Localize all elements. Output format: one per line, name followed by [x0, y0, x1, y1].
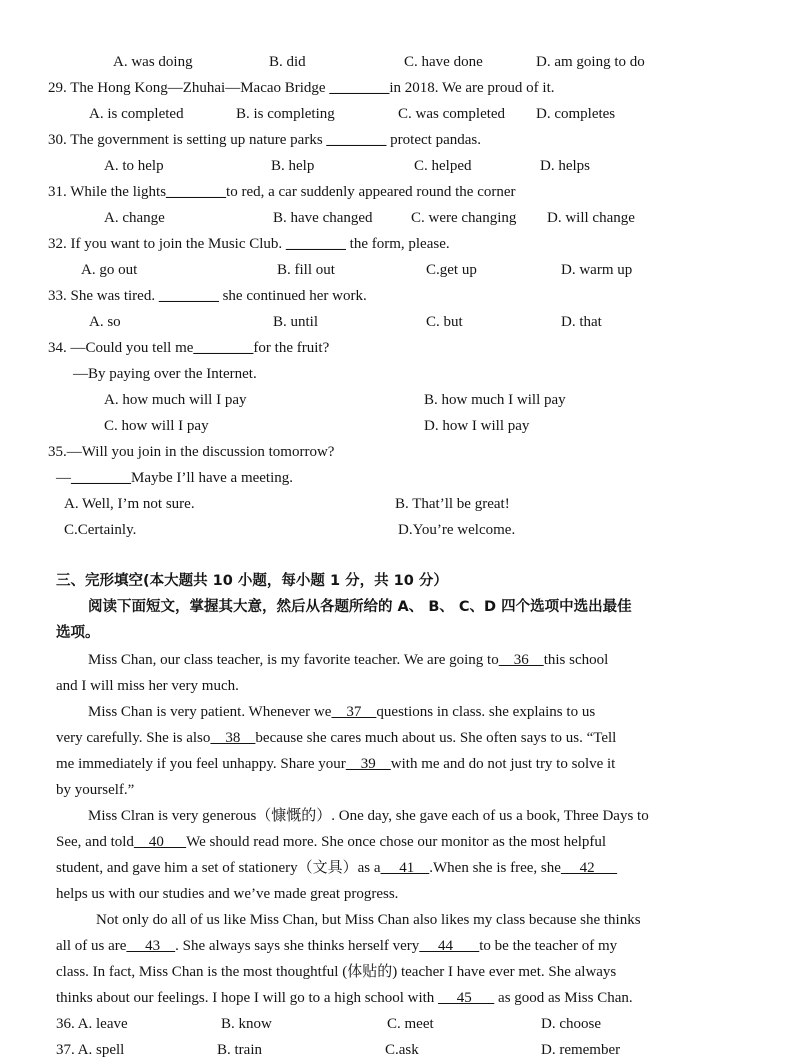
- q35-option-a: A. Well, I’m not sure.: [64, 496, 195, 512]
- q35-option-c: C.Certainly.: [64, 522, 137, 538]
- q35-option-d: D.You’re welcome.: [398, 522, 516, 538]
- q28-option-a: A. was doing: [113, 54, 193, 70]
- q33-option-b: B. until: [273, 314, 319, 330]
- passage-line: class. In fact, Miss Chan is the most thoughtful (体贴的) teacher I have ever met. She always: [56, 964, 617, 980]
- q29-option-a: A. is completed: [89, 106, 184, 122]
- passage-line: very carefully. She is also 38 because she cares much about us. She often says to us. “Tell: [56, 730, 617, 746]
- q31-blank: ________: [166, 184, 227, 200]
- q37-option-b: B. train: [217, 1042, 262, 1058]
- q29-option-c: C. was completed: [398, 106, 506, 122]
- q30-option-b: B. help: [271, 158, 315, 174]
- q32-option-c: C.get up: [426, 262, 477, 278]
- q35-blank: ________: [71, 470, 131, 486]
- passage-line: by yourself.”: [56, 782, 135, 798]
- blank-39: 39: [345, 756, 391, 772]
- q34-stem: 34. —Could you tell me________for the fruit?: [48, 340, 330, 356]
- blank-42: 42: [560, 860, 618, 876]
- q29-option-b: B. is completing: [236, 106, 335, 122]
- q32-option-b: B. fill out: [277, 262, 335, 278]
- blank-38: 38: [210, 730, 256, 746]
- q36-option-a: 36. A. leave: [56, 1016, 128, 1032]
- passage-line: Miss Chan is very patient. Whenever we 37 questions in class. she explains to us: [88, 704, 596, 720]
- q29-option-d: D. completes: [536, 106, 616, 122]
- q32-option-a: A. go out: [81, 262, 138, 278]
- q30-blank: ________: [326, 132, 387, 148]
- q34-option-d: D. how I will pay: [424, 418, 530, 434]
- q37-option-d: D. remember: [541, 1042, 621, 1058]
- blank-45: 45: [438, 990, 495, 1006]
- passage-line: See, and told 40 We should read more. She once chose our monitor as the most helpful: [56, 834, 607, 850]
- passage-line: Miss Clran is very generous（慷慨的）. One day, she gave each of us a book, Three Days to: [88, 808, 649, 824]
- q28-option-c: C. have done: [404, 54, 483, 70]
- q35-stem: 35.—Will you join in the discussion tomorrow?: [48, 444, 335, 460]
- q37-option-a: 37. A. spell: [56, 1042, 125, 1058]
- section-heading: 三、完形填空(本大题共 10 小题，每小题 1 分，共 10 分）: [56, 573, 448, 589]
- passage-line: all of us are 43 . She always says she thinks herself very 44 to be the teacher of my: [56, 938, 618, 954]
- q34-option-c: C. how will I pay: [104, 418, 209, 434]
- q29-stem: 29. The Hong Kong—Zhuhai—Macao Bridge ________in 2018. We are proud of it.: [48, 80, 555, 96]
- q36-option-b: B. know: [221, 1016, 272, 1032]
- passage-line: helps us with our studies and we’ve made great progress.: [56, 886, 399, 902]
- q33-option-d: D. that: [561, 314, 602, 330]
- q31-option-a: A. change: [104, 210, 165, 226]
- q34-option-a: A. how much will I pay: [104, 392, 247, 408]
- section-instruction-line2: 选项。: [56, 625, 100, 641]
- blank-44: 44: [419, 938, 480, 954]
- q34-reply: —By paying over the Internet.: [73, 366, 257, 382]
- q30-option-a: A. to help: [104, 158, 164, 174]
- q30-option-d: D. helps: [540, 158, 590, 174]
- passage-line: thinks about our feelings. I hope I will go to a high school with 45 as good as Miss Chan.: [56, 990, 633, 1006]
- blank-36: 36: [498, 652, 544, 668]
- q35-option-b: B. That’ll be great!: [395, 496, 510, 512]
- q32-stem: 32. If you want to join the Music Club. ________ the form, please.: [48, 236, 450, 252]
- q32-option-d: D. warm up: [561, 262, 633, 278]
- q37-option-c: C.ask: [385, 1042, 419, 1058]
- passage-line: student, and gave him a set of stationery（文具）as a 41 .When she is free, she 42: [56, 860, 618, 876]
- blank-40: 40: [133, 834, 187, 850]
- q36-option-d: D. choose: [541, 1016, 601, 1032]
- q36-option-c: C. meet: [387, 1016, 434, 1032]
- passage-line: me immediately if you feel unhappy. Share your 39 with me and do not just try to solve it: [56, 756, 616, 772]
- blank-43: 43: [126, 938, 176, 954]
- q30-stem: 30. The government is setting up nature parks ________ protect pandas.: [48, 132, 481, 148]
- q31-option-b: B. have changed: [273, 210, 373, 226]
- section-instruction-line1: 阅读下面短文，掌握其大意，然后从各题所给的 A、 B、 C、D 四个选项中选出最佳: [88, 599, 632, 615]
- q28-option-d: D. am going to do: [536, 54, 645, 70]
- q31-option-d: D. will change: [547, 210, 635, 226]
- blank-41: 41: [380, 860, 430, 876]
- q33-option-a: A. so: [89, 314, 121, 330]
- q32-blank: ________: [285, 236, 346, 252]
- q29-blank: ________: [329, 80, 390, 96]
- q33-stem: 33. She was tired. ________ she continued her work.: [48, 288, 367, 304]
- q33-blank: ________: [158, 288, 219, 304]
- q30-option-c: C. helped: [414, 158, 472, 174]
- passage-line: Not only do all of us like Miss Chan, but Miss Chan also likes my class because she thinks: [96, 912, 641, 928]
- q31-option-c: C. were changing: [411, 210, 517, 226]
- passage-line: Miss Chan, our class teacher, is my favorite teacher. We are going to 36 this school: [88, 652, 609, 668]
- q33-option-c: C. but: [426, 314, 463, 330]
- q28-option-b: B. did: [269, 54, 306, 70]
- blank-37: 37: [331, 704, 377, 720]
- q35-reply: —________Maybe I’ll have a meeting.: [56, 470, 294, 486]
- passage-line: and I will miss her very much.: [56, 678, 239, 694]
- q34-option-b: B. how much I will pay: [424, 392, 566, 408]
- q31-stem: 31. While the lights________to red, a car suddenly appeared round the corner: [48, 184, 516, 200]
- q34-blank: ________: [193, 340, 254, 356]
